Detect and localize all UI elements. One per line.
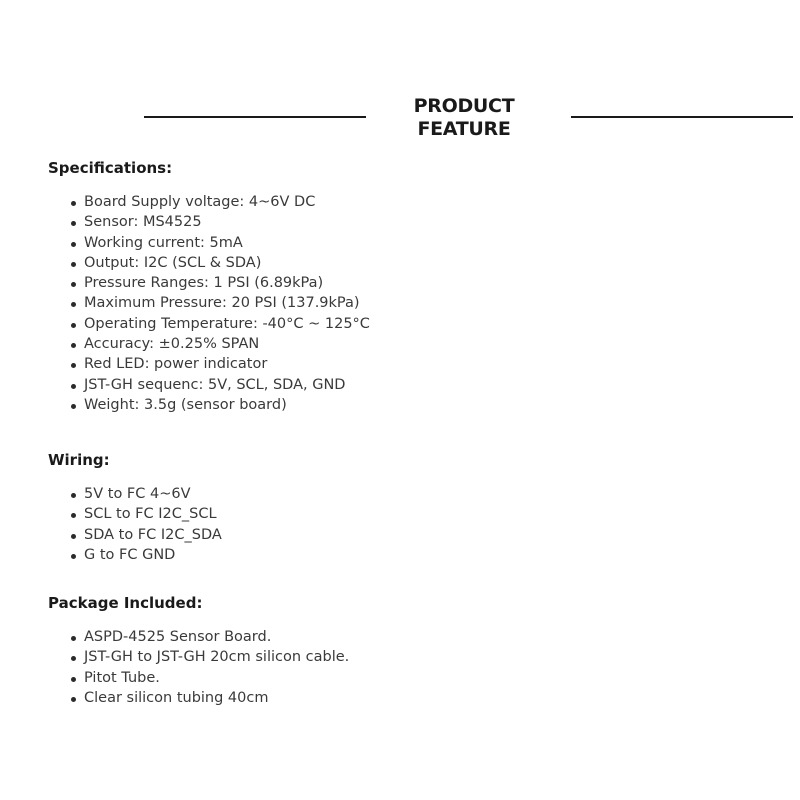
list-item: ASPD-4525 Sensor Board. [48,627,349,647]
package-heading: Package Included: [48,594,203,612]
wiring-section [48,450,222,565]
wiring-list [48,484,222,565]
wiring-heading: Wiring: [48,451,110,469]
list-item: Operating Temperature: -40°C ~ 125°C [48,314,370,334]
list-item: Working current: 5mA [48,233,370,253]
title-line-2: FEATURE [417,118,511,140]
list-item: JST-GH to JST-GH 20cm silicon cable. [48,647,349,667]
list-item: Pressure Ranges: 1 PSI (6.89kPa) [48,273,370,293]
specifications-heading: Specifications: [48,159,173,177]
list-item: Sensor: MS4525 [48,212,370,232]
list-item: Red LED: power indicator [48,354,370,374]
specifications-section [48,158,370,415]
list-item: Accuracy: ±0.25% SPAN [48,334,370,354]
package-section [48,593,349,708]
list-item: Pitot Tube. [48,668,349,688]
header-rule-left [144,116,366,118]
list-item: JST-GH sequenc: 5V, SCL, SDA, GND [48,375,370,395]
list-item: SDA to FC I2C_SDA [48,525,222,545]
list-item: SCL to FC I2C_SCL [48,504,222,524]
list-item: Maximum Pressure: 20 PSI (137.9kPa) [48,293,370,313]
title-line-1: PRODUCT [413,95,515,117]
specifications-list [48,192,370,415]
header-rule-right [571,116,793,118]
list-item: Board Supply voltage: 4~6V DC [48,192,370,212]
package-list [48,627,349,708]
list-item: 5V to FC 4~6V [48,484,222,504]
page-title [380,95,548,141]
list-item: Weight: 3.5g (sensor board) [48,395,370,415]
list-item: G to FC GND [48,545,222,565]
list-item: Output: I2C (SCL & SDA) [48,253,370,273]
list-item: Clear silicon tubing 40cm [48,688,349,708]
